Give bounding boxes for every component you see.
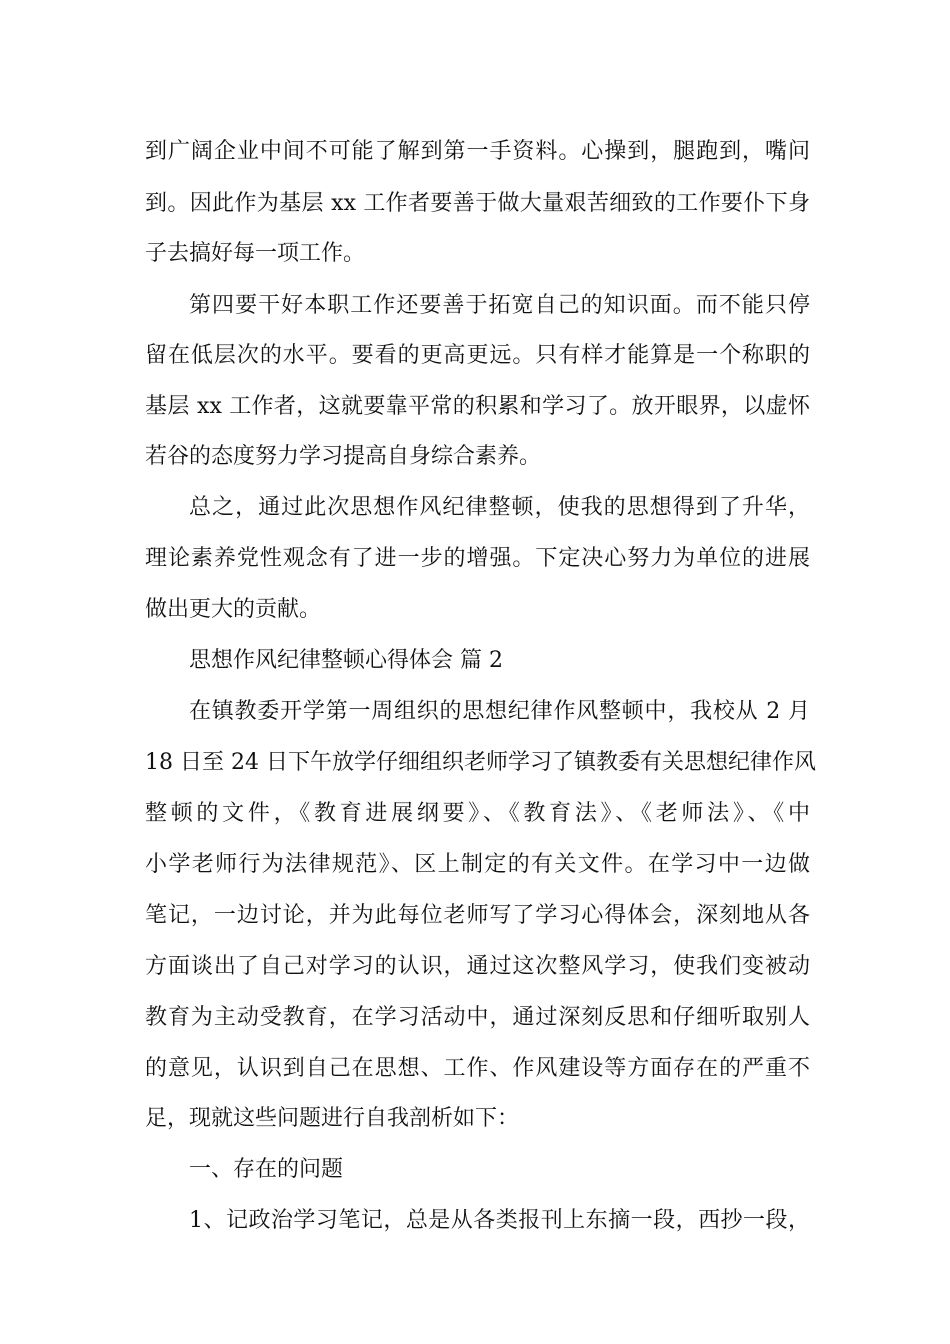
text-line: 18 日至 24 日下午放学仔细组织老师学习了镇教委有关思想纪律作风	[145, 750, 816, 775]
text-line: 理论素养党性观念有了进一步的增强。下定决心努力为单位的进展	[145, 546, 810, 571]
text-line: 第四要干好本职工作还要善于拓宽自己的知识面。而不能只停	[189, 293, 810, 318]
text-line: 总之，通过此次思想作风纪律整顿，使我的思想得到了升华，	[189, 495, 810, 520]
text-line: 留在低层次的水平。要看的更高更远。只有样才能算是一个称职的	[145, 343, 810, 368]
text-line: 笔记，一边讨论，并为此每位老师写了学习心得体会，深刻地从各	[145, 903, 810, 928]
text-line: 的意见，认识到自己在思想、工作、作风建设等方面存在的严重不	[145, 1056, 810, 1081]
text-line: 教育为主动受教育，在学习活动中，通过深刻反思和仔细听取别人	[145, 1005, 810, 1030]
text-line: 足，现就这些问题进行自我剖析如下：	[145, 1106, 520, 1131]
text-line: 若谷的态度努力学习提高自身综合素养。	[145, 444, 542, 469]
text-line: 在镇教委开学第一周组织的思想纪律作风整顿中，我校从 2 月	[189, 699, 810, 724]
text-line: 到。因此作为基层 xx 工作者要善于做大量艰苦细致的工作要仆下身	[145, 191, 810, 216]
text-line: 子去搞好每一项工作。	[145, 241, 366, 266]
text-line: 1、记政治学习笔记，总是从各类报刊上东摘一段，西抄一段，	[189, 1208, 810, 1233]
text-line: 整顿的文件，《教育进展纲要》、《教育法》、《老师法》、《中	[145, 801, 810, 826]
text-line: 到广阔企业中间不可能了解到第一手资料。心操到，腿跑到，嘴问	[145, 139, 810, 164]
text-line: 基层 xx 工作者，这就要靠平常的积累和学习了。放开眼界，以虚怀	[145, 394, 810, 419]
text-line: 小学老师行为法律规范》、区上制定的有关文件。在学习中一边做	[145, 852, 810, 877]
text-line: 做出更大的贡献。	[145, 597, 322, 622]
text-line: 方面谈出了自己对学习的认识，通过这次整风学习，使我们变被动	[145, 954, 810, 979]
section-heading: 一、存在的问题	[189, 1157, 344, 1182]
section-heading: 思想作风纪律整顿心得体会 篇 2	[189, 648, 503, 673]
